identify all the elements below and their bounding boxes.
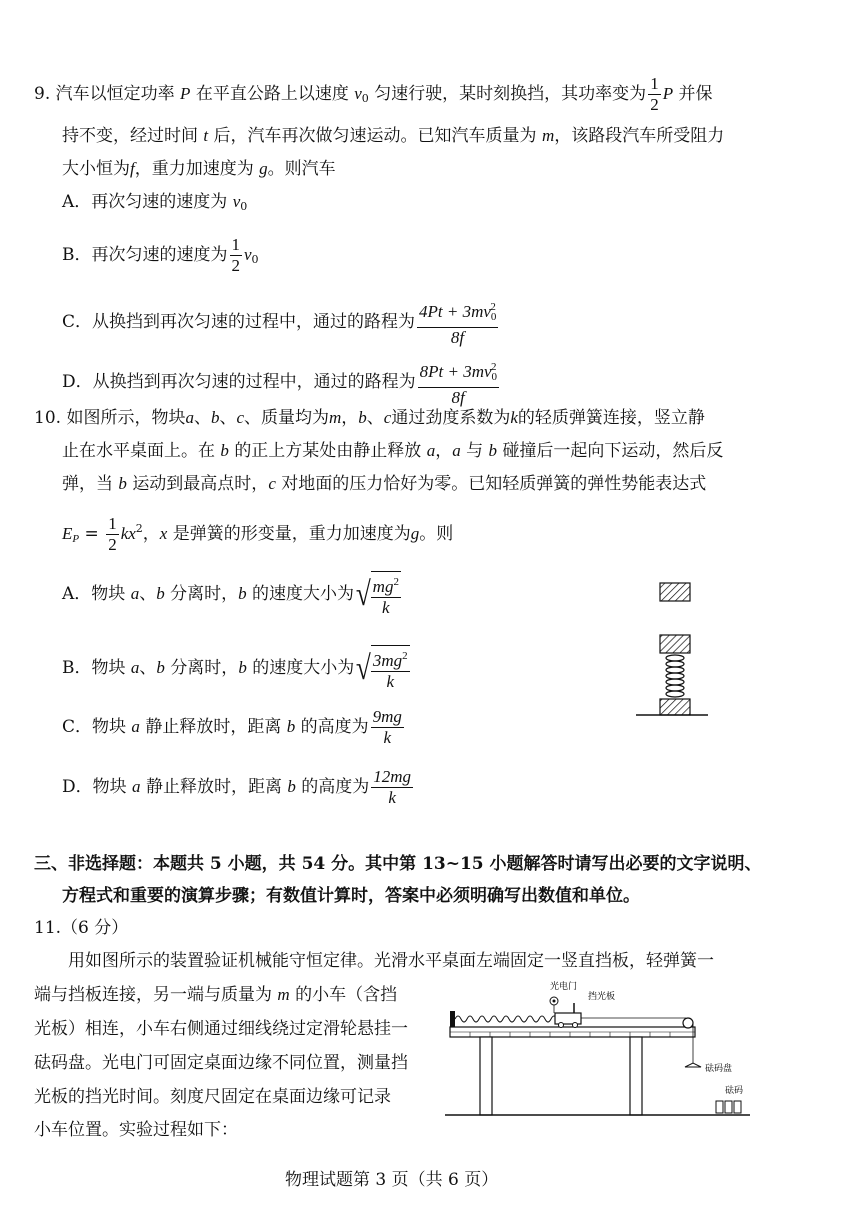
- q11-line2: 端与挡板连接，另一端与质量为 m 的小车（含挡: [34, 985, 398, 1005]
- q9-option-a: A．再次匀速的速度为 $v_0$: [62, 192, 248, 213]
- label-photogate: 光电门: [550, 982, 578, 992]
- q10-option-d: D．物块 a 静止释放时，距离 b 的高度为 $\frac{12mg}{k}$: [62, 767, 412, 807]
- q11-line3: 光板）相连，小车右侧通过细线绕过定滑轮悬挂一: [34, 1019, 408, 1039]
- q10-option-c: C．物块 a 静止释放时，距离 b 的高度为 $\frac{9mg}{k}$: [62, 707, 402, 747]
- fraction-half: $\frac{1}{2}$: [650, 74, 659, 114]
- label-weights: 砝码: [725, 1086, 744, 1096]
- q9-option-c: C．从换挡到再次匀速的过程中，通过的路程为 $\frac{4Pt + 3mv_0^2}{8f}$: [62, 297, 500, 348]
- block-b: [660, 635, 690, 653]
- section3-line2: 方程式和重要的演算步骤；有数值计算时，答案中必须明确写出数值和单位。: [62, 886, 640, 906]
- q11-line1: 用如图所示的装置验证机械能守恒定律。光滑水平桌面左端固定一竖直挡板，轻弹簧一: [68, 951, 714, 971]
- apparatus-figure: [440, 975, 760, 1125]
- block-c: [660, 699, 690, 715]
- block-a: [660, 583, 690, 601]
- q10-option-a: A．物块 a、b 分离时，b 的速度大小为√ $\frac{mg^2}{k}$: [62, 571, 401, 618]
- weights: [716, 1101, 741, 1113]
- pulley: [683, 1018, 693, 1028]
- page-footer: 物理试题第 3 页（共 6 页）: [285, 1170, 499, 1190]
- q9-line2: 持不变，经过时间 t 后，汽车再次做匀速运动。已知汽车质量为 m，该路段汽车所受阻力: [62, 126, 725, 146]
- spring-blocks-figure: [630, 575, 710, 725]
- q9-option-b: B．再次匀速的速度为 $\frac{1}{2}$ $v_0$: [62, 235, 259, 275]
- q11-line4: 砝码盘。光电门可固定桌面边缘不同位置，测量挡: [34, 1053, 408, 1073]
- q9-line1: 9. 汽车以恒定功率 P 在平直公路上以速度 $v_0$ 匀速行驶，某时刻换挡，其功率变为 $\frac{1}{2}$ P 并保: [34, 74, 713, 114]
- q11-line6: 小车位置。实验过程如下：: [34, 1120, 238, 1140]
- baffle: [450, 1011, 455, 1027]
- spring: [666, 655, 684, 697]
- q10-line1: 10. 如图所示，物块a、b、c、质量均为m，b、c通过劲度系数为k的轻质弹簧连接，竖立静: [34, 408, 705, 428]
- section3-line1: 三、非选择题：本题共 5 小题，共 54 分。其中第 13~15 小题解答时请写出必要的文字说明、: [34, 854, 762, 874]
- q10-line2: 止在水平桌面上。在 b 的正上方某处由静止释放 a，a 与 b 碰撞后一起向下运动，然后反: [62, 441, 724, 461]
- q11-line5: 光板的挡光时间。刻度尺固定在桌面边缘可记录: [34, 1087, 391, 1107]
- label-shading-plate: 挡光板: [588, 992, 616, 1002]
- label-weight-pan: 砝码盘: [705, 1064, 733, 1074]
- q9-line3: 大小恒为f，重力加速度为 g。则汽车: [62, 159, 336, 179]
- q9-option-d: D．从换挡到再次匀速的过程中，通过的路程为 $\frac{8Pt + 3mv_0^2}{8f}$: [62, 357, 501, 408]
- q10-line3: 弹，当 b 运动到最高点时，c 对地面的压力恰好为零。已知轻质弹簧的弹性势能表达式: [62, 474, 707, 494]
- q10-option-b: B．物块 a、b 分离时，b 的速度大小为√ $\frac{3mg^2}{k}$: [62, 645, 410, 692]
- q10-line4: $E_P$ = $\frac{1}{2}$ $kx^2$，x 是弹簧的形变量，重力加速度为g。则: [62, 514, 454, 554]
- q11-heading: 11.（6 分）: [34, 918, 129, 938]
- weight-pan: [685, 1063, 701, 1067]
- table-leg-right: [630, 1037, 642, 1115]
- table-leg-left: [480, 1037, 492, 1115]
- cart: [555, 1013, 581, 1024]
